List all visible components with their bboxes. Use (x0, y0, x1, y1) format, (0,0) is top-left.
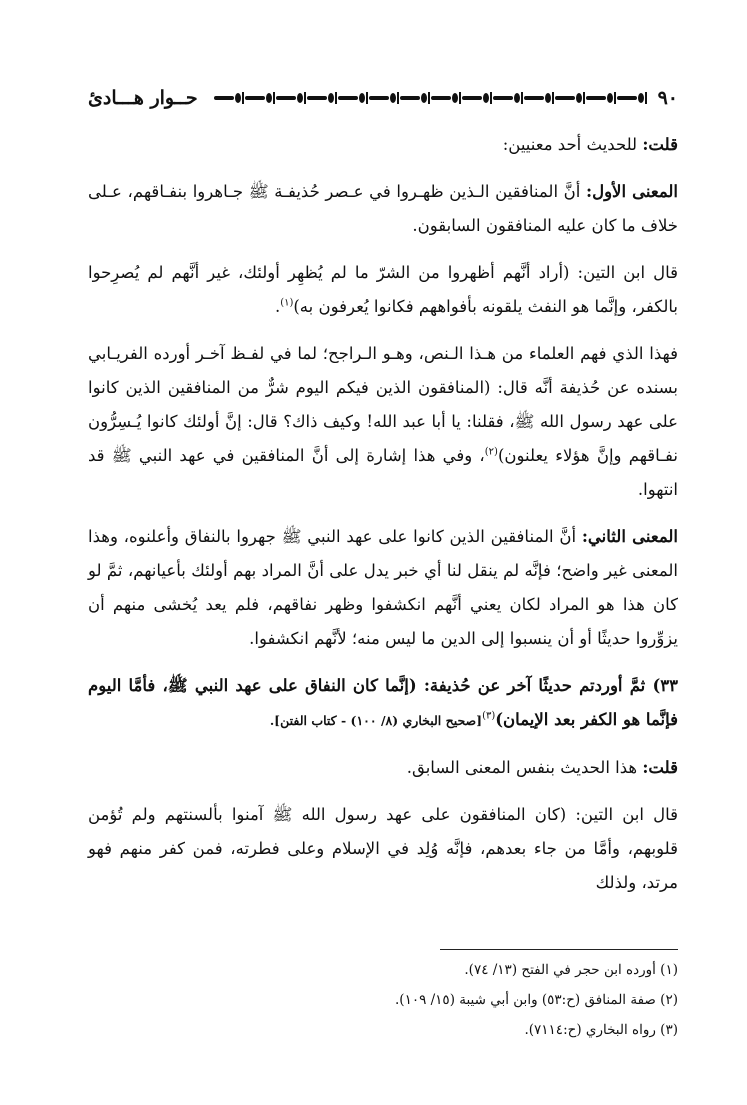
footnote-marker: (٣) (482, 710, 496, 722)
ornament-motif (245, 92, 275, 104)
footnote-marker: (١) (280, 297, 294, 309)
paragraph-text: قال ابن التين: (كان المنافقون على عهد رسول الله ﷺ آمنوا بألسنتهم ولم تُؤمن قلوبهم، وأمَّا من جاء بعدهم، فإنَّه وُلِد في الإسلام وعلى فطرته، فمن كفر منهم فهو مرتد، ولذلك (88, 805, 678, 892)
ornament-icon (208, 88, 648, 108)
paragraph (88, 175, 678, 243)
ornament-motif (555, 92, 585, 104)
ornament-motif (431, 92, 461, 104)
running-title: حــوار هـــادئ (88, 87, 198, 109)
main-text (88, 128, 678, 913)
ornament-motif (400, 92, 430, 104)
paragraph (88, 520, 678, 656)
ornament-motif (524, 92, 554, 104)
paragraph-text: قال ابن التين: (أراد أنَّهم أظهروا من الشرّ ما لم يُظهِر أولئك، غير أنَّهم لم يُصرِحوا بالكفر، وإنَّما هو النفث يلقونه بأفواههم فكانوا يُعرفون به) (88, 263, 678, 316)
footnote: (٣) رواه البخاري (ح:٧١١٤). (524, 1022, 678, 1038)
paragraph-lead: المعنى الثاني: (581, 527, 679, 546)
footnotes (88, 955, 678, 1045)
paragraph-tail: ، وفي هذا إشارة إلى أنَّ المنافقين في عهد النبي ﷺ قد انتهوا. (88, 446, 678, 499)
ornament-motif (617, 92, 647, 104)
quoted-item-text: ٣٣) ثمَّ أوردتم حديثًا آخر عن حُذيفة: (إنَّما كان النفاق على عهد النبي ﷺ، فأمَّا اليوم فإنَّما هو الكفر بعد الإيمان) (88, 676, 678, 729)
ornament-motif (338, 92, 368, 104)
paragraph-text: هذا الحديث بنفس المعنى السابق. (406, 758, 643, 777)
paragraph (88, 798, 678, 900)
footnote-divider (440, 949, 678, 950)
ornament-motif (586, 92, 616, 104)
footnote: (١) أورده ابن حجر في الفتح (١٣/ ٧٤). (464, 962, 678, 978)
paragraph-text: فهذا الذي فهم العلماء من هـذا الـنص، وهـو الـراجح؛ لما في لفـظ آخـر أورده الفريـابي بسنده عن حُذيفة أنَّه قال: (المنافقون الذين فيكم اليوم شرٌّ من المنافقين الذين كانوا على عهد رسول الله ﷺ، فقلنا: يا أبا عبد الله! وكيف ذاك؟ قال: إنَّ أولئك كانوا يُـسِرُّون نفـاقهم وإنَّ هؤلاء يعلنون) (88, 344, 678, 465)
paragraph-lead: قلت: (642, 135, 678, 154)
page-header (88, 82, 678, 114)
ornament-motif (214, 92, 244, 104)
paragraph-text: للحديث أحد معنيين: (502, 135, 643, 154)
paragraph (88, 256, 678, 324)
paragraph (88, 337, 678, 507)
paragraph (88, 128, 678, 162)
paragraph-tail: . (274, 297, 281, 316)
paragraph-lead: المعنى الأول: (585, 182, 678, 201)
quoted-item (88, 669, 678, 738)
paragraph (88, 751, 678, 785)
paragraph-text: أنَّ المنافقين الذين كانوا على عهد النبي ﷺ جهروا بالنفاق وأعلنوه، وهذا المعنى غير واضح؛ فإنَّه لم ينقل لنا أي خبر يدل على أنَّ المراد بهم أولئك بأعيانهم، ثمَّ لو كان هذا هو المراد لكان يعني أنَّهم انكشفوا وظهر نفاقهم، فلم يعد يُخشى منهم أن يزوِّروا حديثًا أو أن ينسبوا إلى الدين ما ليس منه؛ لأنَّهم انكشفوا. (88, 527, 678, 648)
footnote: (٢) صفة المنافق (ح:٥٣) وابن أبي شيبة (١٥/ ١٠٩). (395, 992, 678, 1008)
paragraph-text: أنَّ المنافقين الـذين ظهـروا في عـصر حُذيفـة ﷺ جـاهروا بنفـاقهم، عـلى خلاف ما كان عليه المنافقون السابقون. (88, 182, 678, 235)
paragraph-lead: قلت: (642, 758, 678, 777)
ornament-motif (369, 92, 399, 104)
ornament-border (206, 87, 650, 109)
ornament-motif (462, 92, 492, 104)
footnote-marker: (٢) (484, 446, 498, 458)
source-reference: [صحيح البخاري (٨/ ١٠٠) - كتاب الفتن]. (269, 713, 483, 728)
ornament-motif (307, 92, 337, 104)
ornament-motif (493, 92, 523, 104)
page-number: ٩٠ (657, 87, 678, 109)
ornament-motif (276, 92, 306, 104)
